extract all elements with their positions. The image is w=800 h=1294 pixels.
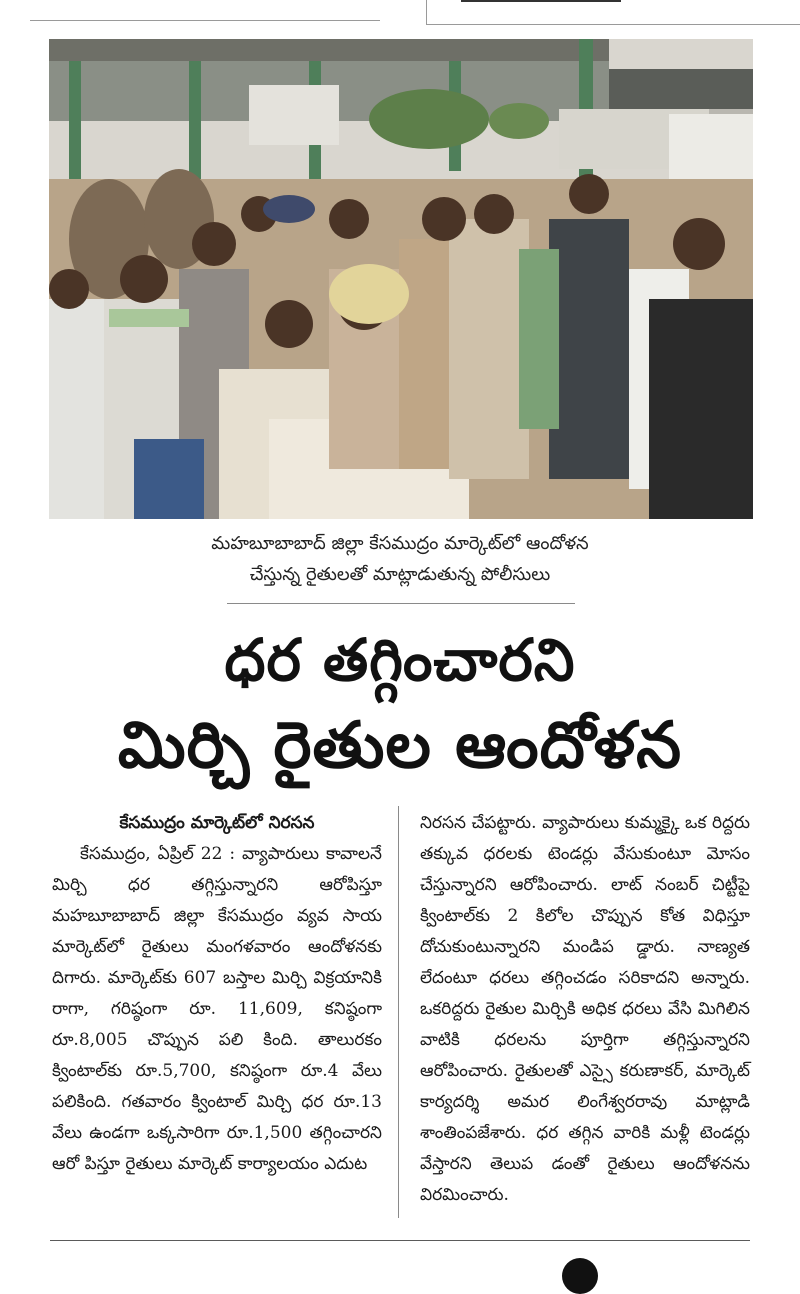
photo-caption — [40, 528, 760, 590]
article-body-left: కేసముద్రం, ఏప్రిల్ 22 : వ్యాపారులు కావాలనే మిర్చి ధర తగ్గిస్తున్నారని ఆరోపిస్తూ మహబూబాబాద్ జిల్లా కేసముద్రం వ్యవ సాయ మార్కెట్‌లో రైతులు మంగళవారం ఆందోళనకు దిగారు. మార్కెట్‌కు 607 బస్తాల మిర్చి విక్రయానికి రాగా, గరిష్ఠంగా రూ. 11,609, కనిష్ఠంగా రూ.8,005 చొప్పున పలి కింది. తాలురకం క్వింటాల్‌కు రూ.5,700, కనిష్ఠంగా రూ.4 వేలు పలికింది. గతవారం క్వింటాల్ మిర్చి ధర రూ.13 వేలు ఉండగా ఒక్కసారిగా రూ.1,500 తగ్గించారని ఆరో పిస్తూ రైతులు మార్కెట్ కార్యాలయం ఎదుట — [52, 844, 382, 1174]
article-body-right: నిరసన చేపట్టారు. వ్యాపారులు కుమ్మక్కై ఒక రిద్దరు తక్కువ ధరలకు టెండర్లు వేసుకుంటూ మోసం చేస్తున్నారని ఆరోపించారు. లాట్ నంబర్ చిట్టీపై క్వింటాల్‌కు 2 కిలోల చొప్పున కోత విధిస్తూ దోచుకుంటున్నారని మండిప డ్డారు. నాణ్యత లేదంటూ ధరలు తగ్గించడం సరికాదని అన్నారు. ఒకరిద్దరు రైతుల మిర్చికి అధిక ధరలు వేసి మిగిలిన వాటికి ధరలను పూర్తిగా తగ్గిస్తున్నారని ఆరోపించారు. రైతులతో ఎస్సై కరుణాకర్, మార్కెట్ కార్యదర్శి అమర లింగేశ్వరరావు మాట్లాడి శాంతింపజేశారు. ధర తగ్గిన వారికి మళ్లీ టెండర్లు వేస్తారని తెలుప డంతో రైతులు ఆందోళనను విరమించారు. — [420, 813, 750, 1205]
article-column-right — [420, 808, 750, 1211]
page-marker-dot — [562, 1258, 598, 1294]
headline-line-1: ధర తగ్గించారని — [224, 626, 576, 694]
caption-line-2: చేస్తున్న రైతులతో మాట్లాడుతున్న పోలీసులు — [249, 564, 551, 585]
column-divider — [398, 806, 399, 1218]
caption-line-1: మహబూబాబాద్ జిల్లా కేసముద్రం మార్కెట్‌లో ఆందోళన — [211, 533, 589, 554]
adjacent-article-fragment — [461, 0, 621, 2]
article-subhead: కేసముద్రం మార్కెట్‌లో నిరసన — [119, 813, 315, 833]
headline-line-2: మిర్చి రైతుల ఆందోళన — [117, 709, 683, 783]
bottom-divider — [50, 1240, 750, 1241]
caption-divider — [227, 603, 575, 604]
top-divider-left — [30, 20, 380, 21]
article-column-left — [52, 808, 382, 1180]
adjacent-article-frame — [426, 0, 800, 25]
news-photo — [49, 39, 753, 519]
